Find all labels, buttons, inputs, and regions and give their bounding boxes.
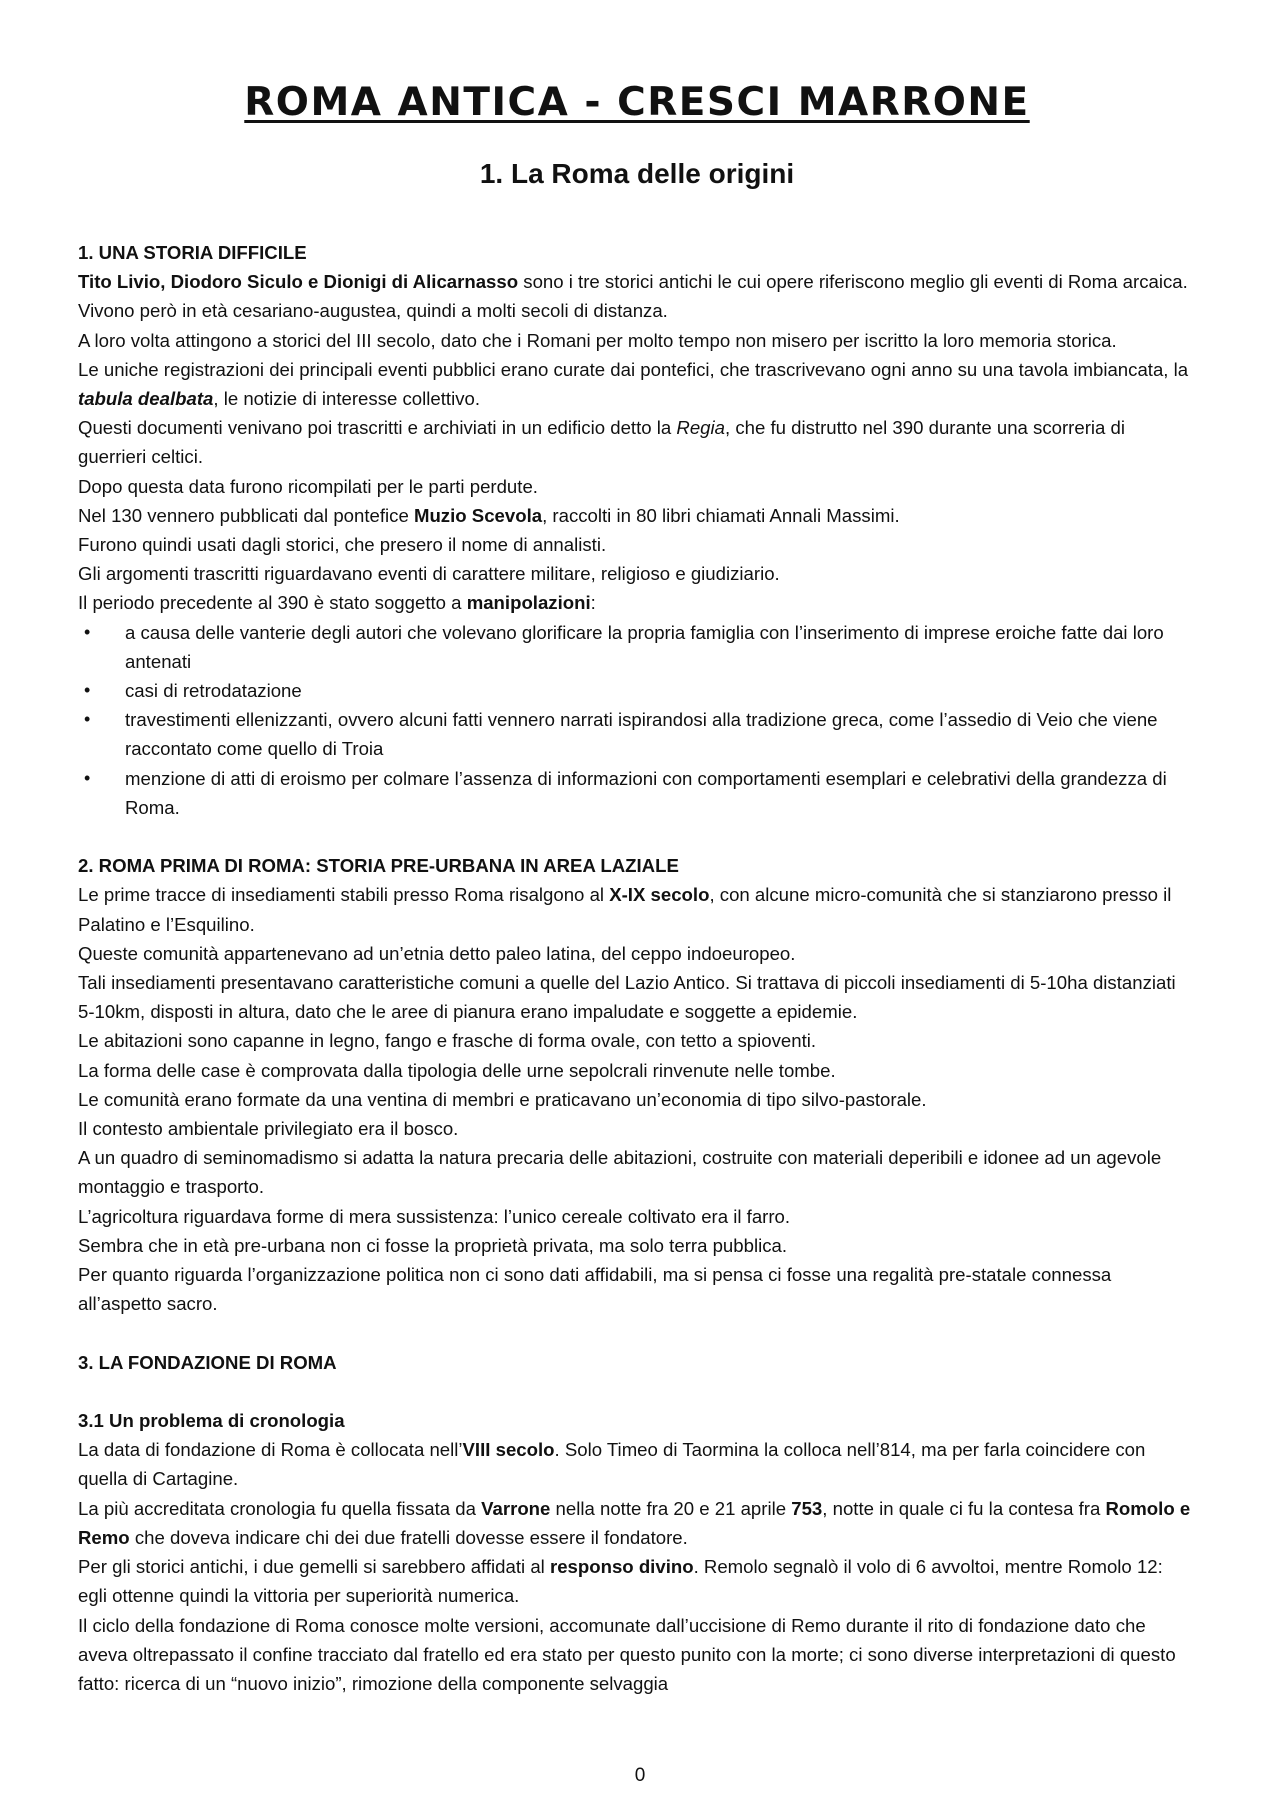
text: . Solo Timeo di Taormina la colloca nell’814, ma per farla coincidere con quella di Cartagine. [78, 1439, 1146, 1490]
text: Per gli storici antichi, i due gemelli si sarebbero affidati al [78, 1556, 550, 1578]
text: , notte in quale ci fu la contesa fra [822, 1497, 1106, 1519]
text: nella notte fra 20 e 21 aprile [550, 1497, 792, 1519]
bullet-icon: • [84, 680, 91, 701]
paragraph: Per quanto riguarda l’organizzazione politica non ci sono dati affidabili, ma si pensa ci fosse una regalità pre-statale connessa all’aspetto sacro. [78, 1264, 1112, 1315]
paragraph: A loro volta attingono a storici del III secolo, dato che i Romani per molto tempo non misero per iscritto la loro memoria storica. [78, 329, 1117, 351]
paragraph: L’agricoltura riguardava forme di mera sussistenza: l’unico cereale coltivato era il farro. [78, 1205, 791, 1227]
section-heading: 1. UNA STORIA DIFFICILE [78, 242, 307, 263]
bold-text: Romolo e Remo [78, 1497, 1191, 1548]
spacer [78, 1377, 1196, 1406]
bold-text: Tito Livio, Diodoro Siculo e Dionigi di Alicarnasso [78, 271, 519, 293]
paragraph [78, 1494, 1196, 1552]
paragraph: Tali insediamenti presentavano caratteristiche comuni a quelle del Lazio Antico. Si trattava di piccoli insediamenti di 5-10ha distanziati 5-10km, disposti in altura, dato che le aree di pianura erano impaludate e soggette a epidemie. [78, 972, 1176, 1023]
paragraph: La forma delle case è comprovata dalla tipologia delle urne sepolcrali rinvenute nelle tombe. [78, 1059, 836, 1081]
text: , raccolti in 80 libri chiamati Annali Massimi. [542, 504, 900, 526]
subsection-heading: 3.1 Un problema di cronologia [78, 1410, 345, 1432]
paragraph [78, 1552, 1196, 1610]
paragraph: Il ciclo della fondazione di Roma conosce molte versioni, accomunate dall’uccisione di Remo durante il rito di fondazione dato che aveva oltrepassato il confine tracciato dal fratello ed era stato per questo punito con la morte; ci sono diverse interpretazioni di questo fatto: ricerca di un “nuovo inizio”, rimozione della componente selvaggia [78, 1614, 1176, 1694]
paragraph: Il contesto ambientale privilegiato era il bosco. [78, 1118, 459, 1140]
section-una-storia-difficile [78, 238, 1196, 822]
paragraph [78, 588, 1196, 617]
spacer [78, 822, 1196, 851]
section-roma-prima-di-roma [78, 851, 1196, 1318]
list-item-text: casi di retrodatazione [125, 680, 302, 702]
text: La più accreditata cronologia fu quella fissata da [78, 1497, 482, 1519]
section-fondazione-di-roma [78, 1348, 1196, 1698]
section-heading: 2. ROMA PRIMA DI ROMA: STORIA PRE-URBANA IN AREA LAZIALE [78, 855, 679, 877]
list-item [78, 764, 1196, 822]
paragraph [78, 413, 1196, 471]
paragraph: Sembra che in età pre-urbana non ci fosse la proprietà privata, ma solo terra pubblica. [78, 1234, 788, 1256]
chapter-title: 1. La Roma delle origini [479, 158, 795, 189]
document-title: ROMA ANTICA - CRESCI MARRONE [244, 80, 1030, 125]
paragraph [78, 1435, 1196, 1493]
text: . Remolo segnalò il volo di 6 avvoltoi, mentre Romolo 12: egli ottenne quindi la vittoria per superiorità numerica. [78, 1556, 1163, 1607]
text: Nel 130 vennero pubblicati dal pontefice [78, 504, 414, 526]
text: Le uniche registrazioni dei principali eventi pubblici erano curate dai pontefici, che trascrivevano ogni anno su una tavola imbiancata, la [78, 358, 1189, 380]
paragraph [78, 880, 1196, 938]
text: Il periodo precedente al 390 è stato soggetto a [78, 592, 467, 614]
italic-text: Regia [676, 417, 725, 439]
paragraph: Le abitazioni sono capanne in legno, fango e frasche di forma ovale, con tetto a spioventi. [78, 1030, 817, 1052]
list-item-text: a causa delle vanterie degli autori che volevano glorificare la propria famiglia con l’inserimento di imprese eroiche fatte dai loro antenati [125, 621, 1164, 672]
text: sono i tre storici antichi le cui opere riferiscono meglio gli eventi di Roma arcaica. Vivono però in età cesariano-augustea, quindi a molti secoli di distanza. [78, 271, 1188, 322]
spacer [78, 1319, 1196, 1348]
paragraph [78, 501, 1196, 530]
text: La data di fondazione di Roma è collocata nell’ [78, 1439, 463, 1461]
section-heading: 3. LA FONDAZIONE DI ROMA [78, 1351, 337, 1373]
paragraph [78, 267, 1196, 325]
list-item [78, 676, 1196, 705]
paragraph: Queste comunità appartenevano ad un’etnia detto paleo latina, del ceppo indoeuropeo. [78, 942, 796, 964]
paragraph: Le comunità erano formate da una ventina di membri e praticavano un’economia di tipo silvo-pastorale. [78, 1088, 927, 1110]
text: : [590, 592, 596, 614]
bullet-icon: • [84, 767, 91, 788]
list-item-text: menzione di atti di eroismo per colmare l’assenza di informazioni con comportamenti esemplari e celebrativi della grandezza di Roma. [125, 767, 1167, 818]
text: , con alcune micro-comunità che si stanziarono presso il Palatino e l’Esquilino. [78, 884, 1172, 935]
bullet-icon: • [84, 709, 91, 730]
text: Questi documenti venivano poi trascritti e archiviati in un edificio detto la [78, 417, 677, 439]
bold-text: Muzio Scevola [413, 504, 543, 526]
paragraph: Gli argomenti trascritti riguardavano eventi di carattere militare, religioso e giudiziario. [78, 563, 780, 585]
text: Le prime tracce di insediamenti stabili presso Roma risalgono al [78, 884, 610, 906]
list-item [78, 705, 1196, 763]
bold-text: Varrone [481, 1497, 551, 1519]
text: , che fu distrutto nel 390 durante una scorreria di guerrieri celtici. [78, 417, 1126, 468]
page-number: 0 [634, 1765, 646, 1786]
paragraph: A un quadro di seminomadismo si adatta la natura precaria delle abitazioni, costruite con materiali deperibili e idonee ad un agevole montaggio e trasporto. [78, 1147, 1162, 1198]
paragraph [78, 355, 1196, 413]
bold-text: VIII secolo [462, 1439, 555, 1461]
text: che doveva indicare chi dei due fratelli dovesse essere il fondatore. [129, 1526, 688, 1548]
list-item-text: travestimenti ellenizzanti, ovvero alcuni fatti vennero narrati ispirandosi alla tradizione greca, come l’assedio di Veio che viene raccontato come quello di Troia [125, 709, 1158, 760]
paragraph: Dopo questa data furono ricompilati per le parti perdute. [78, 475, 538, 497]
document-body [78, 238, 1196, 1698]
list-item [78, 618, 1196, 676]
bold-text: X-IX secolo [609, 884, 710, 906]
bullet-list [78, 618, 1196, 822]
bold-text: responso divino [549, 1556, 694, 1578]
text: , le notizie di interesse collettivo. [213, 388, 480, 410]
bold-text: 753 [791, 1497, 823, 1519]
paragraph: Furono quindi usati dagli storici, che presero il nome di annalisti. [78, 534, 607, 556]
bold-text: manipolazioni [466, 592, 591, 614]
bullet-icon: • [84, 621, 91, 642]
bold-italic-text: tabula dealbata [78, 388, 214, 410]
